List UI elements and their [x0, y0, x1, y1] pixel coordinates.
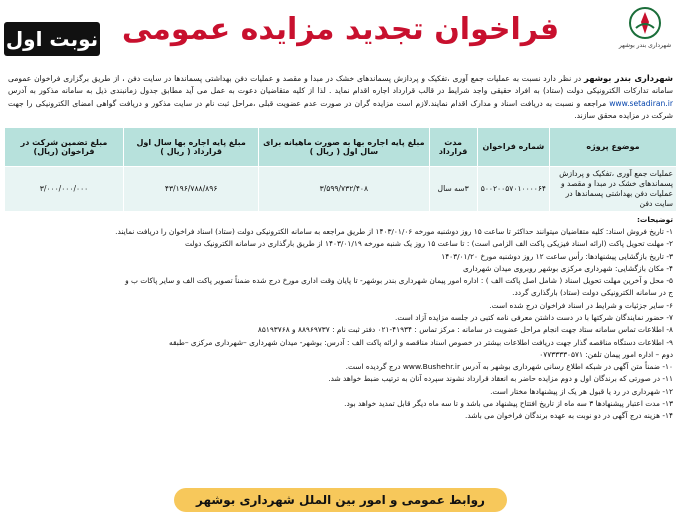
- intro-text-3a: ذیل به سامانه مذکور به آدرس: [8, 86, 107, 96]
- list-item: ۳- تاریخ بازگشایی پیشنهادها: رأس ساعت ۱۲ روز دوشنبه مورخ ۱۴۰۳/۰۱/۲۰: [441, 251, 673, 261]
- list-item: ۲- مهلت تحویل پاکت (ارائه اسناد فیزیکی پاکت الف الزامی است) : تا ساعت ۱۵ روز یک شنبه مورخه ۱۴۰۳/۰۱/۱۹ از طریق بارگذاری در سامانه الکترونیک دولت: [185, 239, 673, 249]
- annual-rent: ۴۳/۱۹۶/۷۸۸/۸۹۶: [124, 166, 259, 211]
- call-number: ۵۰۰۲۰۰۵۷۰۱۰۰۰۰۶۴: [477, 166, 549, 211]
- org-name: شهرداری بندر بوشهر: [584, 73, 673, 83]
- intro-text-2: فراخوان عمومی سامانه تدارکات الکترونیکی دولت (ستاد) به افراد حقیقی واجد شرایط در قالب قرارداد اجاره اقدام نماید . لذا از کلیه متقاضیان دعوت به عمل می آید مطابق جدول زمانبندی: [8, 74, 673, 96]
- table-header: مدت قرارداد: [429, 127, 477, 166]
- setad-link[interactable]: www.setadiran.ir: [609, 98, 673, 108]
- logo-caption: شهرداری بندر بوشهر: [618, 42, 672, 49]
- project-subject: عملیات جمع آوری ،تفکیک و پردازش پسماندهای خشک در مبدا و مقصد و عملیات دفن بهداشتی پسماندها در سایت دفن: [550, 166, 677, 211]
- footer-text: روابط عمومی و امور بین الملل شهرداری بوشهر: [196, 493, 485, 507]
- intro-paragraph: [4, 72, 677, 123]
- notice-header: [4, 4, 677, 66]
- intro-text-3b: مراجعه و نسبت به دریافت اسناد و مدارک اقدام نمایند.لازم است مزایده گران در صورت عدم عضویت قبلی ،مراحل ثبت نام در سایت: [173, 98, 607, 108]
- intro-text-1: در نظر دارد نسبت به عملیات جمع آوری ،تفکیک و پردازش پسماندهای خشک در مبدا و مقصد و عملیات دفن بهداشتی پسماندها در سایت دفن ، از طریق برگزاری: [63, 74, 582, 83]
- guarantee-amount: ۳/۰۰۰/۰۰۰/۰۰۰: [5, 166, 124, 211]
- table-row: [5, 166, 677, 211]
- auction-notice: [4, 4, 677, 514]
- table-header-row: [5, 127, 677, 166]
- list-item: ۴- مکان بازگشایی: شهرداری مرکزی بوشهر روبروی میدان شهرداری: [462, 263, 673, 273]
- table-header: موضوع پروژه: [550, 127, 677, 166]
- monthly-rent: ۳/۵۹۹/۷۳۲/۴۰۸: [259, 166, 429, 211]
- list-item: ۶- سایر جزئیات و شرایط در اسناد فراخوان درج شده است.: [489, 300, 673, 310]
- list-item: ۱۲- شهرداری در رد یا قبول هر یک از پیشنهادها مختار است.: [490, 386, 673, 396]
- notes-heading: توضیحات:: [636, 214, 673, 224]
- table-header: مبلغ تضمین شرکت در فراخوان (ریال): [5, 127, 124, 166]
- list-item: ۱- تاریخ فروش اسناد: کلیه متقاضیان میتوانند حداکثر تا ساعت ۱۵ روز دوشنبه مورخه ۱۴۰۳/۰۱/۰۶ از طریق مراجعه به سامانه الکترونیکی دولت (ستاد) اسناد فراخوان را دریافت نمایند.: [115, 226, 673, 236]
- list-item: دوم – اداره امور پیمان تلفن: ۰۷۷۳۳۳۳۰۵۷۱: [539, 349, 673, 359]
- list-item: ج در سامانه الکترونیکی دولت (ستاد) بارگذاری گردد.: [512, 288, 673, 298]
- list-item: ۸- اطلاعات تماس سامانه ستاد جهت انجام مراحل عضویت در سامانه : مرکز تماس : ۴۱۹۳۴-۰۲۱ دفتر ثبت نام : ۸۸۹۶۹۷۳۷ و ۸۵۱۹۳۷۶۸: [257, 325, 673, 335]
- list-item: ۵- محل و آخرین مهلت تحویل اسناد ( شامل اصل پاکت الف ) : اداره امور پیمان شهرداری بندر بوشهر- تا پایان وقت اداری مورخ درج شده ضمناً تصویر پاکت الف و سایر پاکات ب و: [125, 276, 673, 286]
- table-header: مبلغ پایه اجاره بها سال اول قرارداد ( ریال ): [124, 127, 259, 166]
- notes-list: [4, 212, 677, 423]
- table-header: مبلغ پایه اجاره بها به صورت ماهیانه برای سال اول ( ریال ): [259, 127, 429, 166]
- table-header: شماره فراخوان: [477, 127, 549, 166]
- list-item: ۷- حضور نمایندگان شرکتها با در دست داشتن معرفی نامه کتبی در جلسه مزایده آزاد است.: [395, 313, 673, 322]
- contract-duration: ۳سه سال: [429, 166, 477, 211]
- footer-banner: [174, 488, 507, 512]
- list-item: ۱۱- در صورتی که برندگان اول و دوم مزایده حاضر به انعقاد قرارداد نشوند سپرده آنان به ترتیب ضبط خواهد شد.: [328, 374, 673, 384]
- list-item: ۱۳- مدت اعتبار پیشنهادها ۳ سه ماه از تاریخ افتتاح پیشنهاد می باشد و تا سه ماه دیگر قابل تمدید خواهد بود.: [344, 399, 673, 409]
- intro-text-4: مذکور و دریافت گواهی امضای الکترونیکی را جهت شرکت در مزایده محقق سازند.: [8, 98, 673, 121]
- list-item: ۹- اطلاعات دستگاه مناقصه گذار جهت دریافت اطلاعات بیشتر در خصوص اسناد مناقصه و ارائه پاکت الف : آدرس: بوشهر- میدان شهرداری –شهرداری مرکزی –طبقه: [169, 337, 673, 347]
- notice-title: فراخوان تجدید مزایده عمومی: [121, 12, 560, 47]
- project-table: [4, 127, 677, 212]
- list-item: ۱۰- ضمناً متن آگهی در شبکه اطلاع رسانی شهرداری بوشهر به آدرس www.Bushehr.ir درج گردیده است.: [345, 362, 673, 372]
- list-item: ۱۴- هزینه درج آگهی در دو نوبت به عهده برندگان فراخوان می باشد.: [465, 411, 673, 421]
- edition-badge: نوبت اول: [4, 22, 100, 56]
